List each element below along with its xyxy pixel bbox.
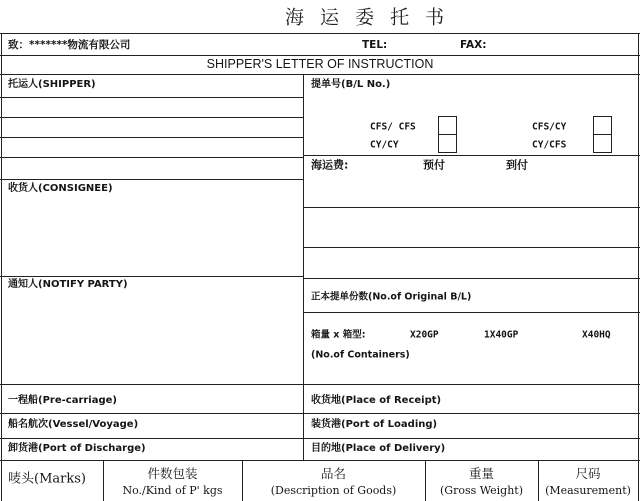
shipper-line <box>0 157 303 158</box>
measurement-header <box>538 460 638 501</box>
place-of-receipt-label: 收货地(Place of Receipt) <box>311 395 442 406</box>
notify-party-label: 通知人(NOTIFY PARTY) <box>8 279 128 290</box>
vessel-voyage-label: 船名航次(Vessel/Voyage) <box>8 419 139 430</box>
collect-label: 到付 <box>506 158 528 172</box>
cfs-cy-checkbox[interactable] <box>593 116 612 135</box>
divider <box>303 312 640 313</box>
shipper-label: 托运人(SHIPPER) <box>8 79 96 90</box>
container-type-20gp: X20GP <box>410 329 439 341</box>
packages-header <box>103 460 242 501</box>
container-type-label: 箱量 x 箱型: <box>311 329 366 341</box>
measurement-header-cn: 尺码 <box>575 466 601 481</box>
measurement-header-en: (Measurement) <box>545 484 631 497</box>
shipper-line <box>0 137 303 138</box>
divider <box>0 179 303 180</box>
divider <box>0 276 303 277</box>
original-bl-count-label: 正本提单份数(No.of Original B/L) <box>311 291 472 303</box>
recipient-company: 致：*******物流有限公司 <box>8 38 131 51</box>
container-count-label: (No.of Containers) <box>311 349 410 361</box>
port-of-loading-label: 装货港(Port of Loading) <box>311 419 438 430</box>
bl-number-label: 提单号(B/L No.) <box>311 79 391 90</box>
divider <box>0 413 640 414</box>
description-header <box>242 460 425 501</box>
pre-carriage-label: 一程船(Pre-carriage) <box>8 395 117 406</box>
option-label-cy-cy: CY/CY <box>370 139 399 151</box>
divider <box>0 74 640 75</box>
shipper-line <box>0 97 303 98</box>
packages-header-en: No./Kind of P' kgs <box>122 484 223 497</box>
gross-weight-header <box>425 460 538 501</box>
divider <box>0 438 640 439</box>
divider <box>0 384 640 385</box>
description-header-cn: 品名 <box>320 466 346 481</box>
option-label-cy-cfs: CY/CFS <box>532 139 567 151</box>
cfs-cfs-checkbox[interactable] <box>438 116 457 135</box>
divider <box>303 278 640 279</box>
fax-label: FAX: <box>460 38 487 51</box>
option-label-cfs-cy: CFS/CY <box>532 121 567 133</box>
ocean-freight-label: 海运费: <box>311 158 349 172</box>
divider <box>303 155 640 156</box>
gross-weight-header-en: (Gross Weight) <box>439 484 524 497</box>
consignee-label: 收货人(CONSIGNEE) <box>8 183 113 194</box>
container-type-40gp: 1X40GP <box>484 329 519 341</box>
divider <box>303 247 640 248</box>
divider <box>303 207 640 208</box>
top-border <box>0 33 640 34</box>
marks-header: 唛头(Marks) <box>8 471 86 487</box>
prepaid-label: 预付 <box>423 158 445 172</box>
right-border <box>638 33 639 501</box>
option-label-cfs-cfs: CFS/ CFS <box>370 121 416 133</box>
left-border <box>1 33 2 501</box>
gross-weight-header-cn: 重量 <box>468 466 494 481</box>
document-title: 海 运 委 托 书 <box>285 6 450 29</box>
shipper-line <box>0 117 303 118</box>
description-header-en: (Description of Goods) <box>270 484 397 497</box>
place-of-delivery-label: 目的地(Place of Delivery) <box>311 443 446 454</box>
form-subtitle: SHIPPER'S LETTER OF INSTRUCTION <box>206 56 434 71</box>
packages-header-cn: 件数包装 <box>147 466 198 481</box>
cy-cy-checkbox[interactable] <box>438 134 457 153</box>
container-type-40hq: X40HQ <box>582 329 611 341</box>
port-of-discharge-label: 卸货港(Port of Discharge) <box>8 443 146 454</box>
center-divider <box>303 74 304 460</box>
tel-label: TEL: <box>362 38 388 51</box>
cy-cfs-checkbox[interactable] <box>593 134 612 153</box>
